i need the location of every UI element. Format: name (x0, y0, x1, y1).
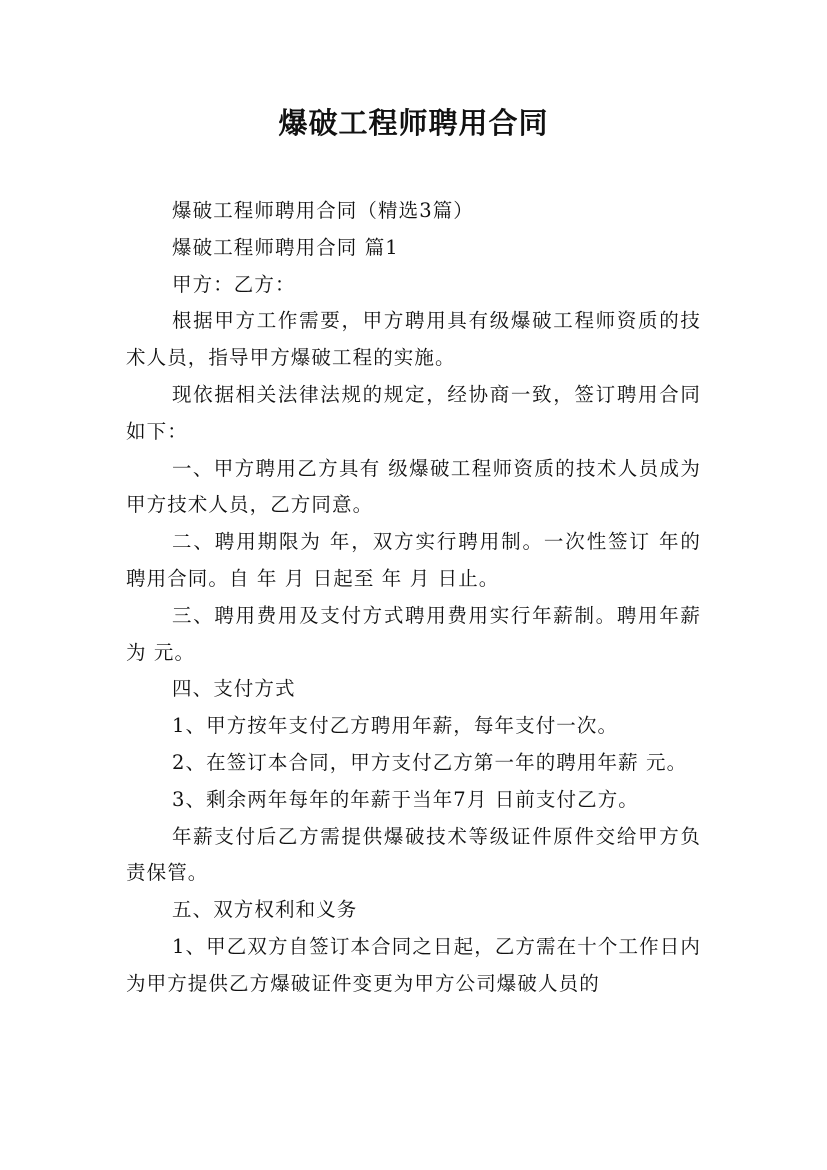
document-body (126, 193, 701, 1003)
paragraph: 根据甲方工作需要，甲方聘用具有级爆破工程师资质的技术人员，指导甲方爆破工程的实施。 (126, 309, 701, 370)
paragraph: 五、双方权利和义务 (172, 898, 358, 922)
paragraph: 3、剩余两年每年的年薪于当年7月 日前支付乙方。 (172, 787, 639, 811)
paragraph: 四、支付方式 (172, 677, 296, 701)
paragraph: 爆破工程师聘用合同（精选3篇） (172, 199, 474, 222)
paragraph: 二、聘用期限为 年，双方实行聘用制。一次性签订 年的聘用合同。自 年 月 日起至 年 月 日止。 (126, 530, 701, 590)
paragraph: 1、甲乙双方自签订本合同之日起，乙方需在十个工作日内为甲方提供乙方爆破证件变更为甲方公司爆破人员的 (126, 934, 701, 995)
paragraph: 甲方：乙方： (172, 272, 296, 296)
paragraph: 现依据相关法律法规的规定，经协商一致，签订聘用合同如下： (126, 382, 701, 443)
paragraph: 年薪支付后乙方需提供爆破技术等级证件原件交给甲方负责保管。 (126, 824, 701, 885)
paragraph: 一、甲方聘用乙方具有 级爆破工程师资质的技术人员成为甲方技术人员，乙方同意。 (126, 456, 701, 517)
paragraph: 三、聘用费用及支付方式聘用费用实行年薪制。聘用年薪为 元。 (126, 603, 701, 664)
paragraph: 爆破工程师聘用合同 篇1 (172, 235, 399, 259)
paragraph: 2、在签订本合同，甲方支付乙方第一年的聘用年薪 元。 (172, 750, 688, 774)
document-title: 爆破工程师聘用合同 (278, 106, 549, 140)
paragraph: 1、甲方按年支付乙方聘用年薪，每年支付一次。 (172, 714, 619, 738)
